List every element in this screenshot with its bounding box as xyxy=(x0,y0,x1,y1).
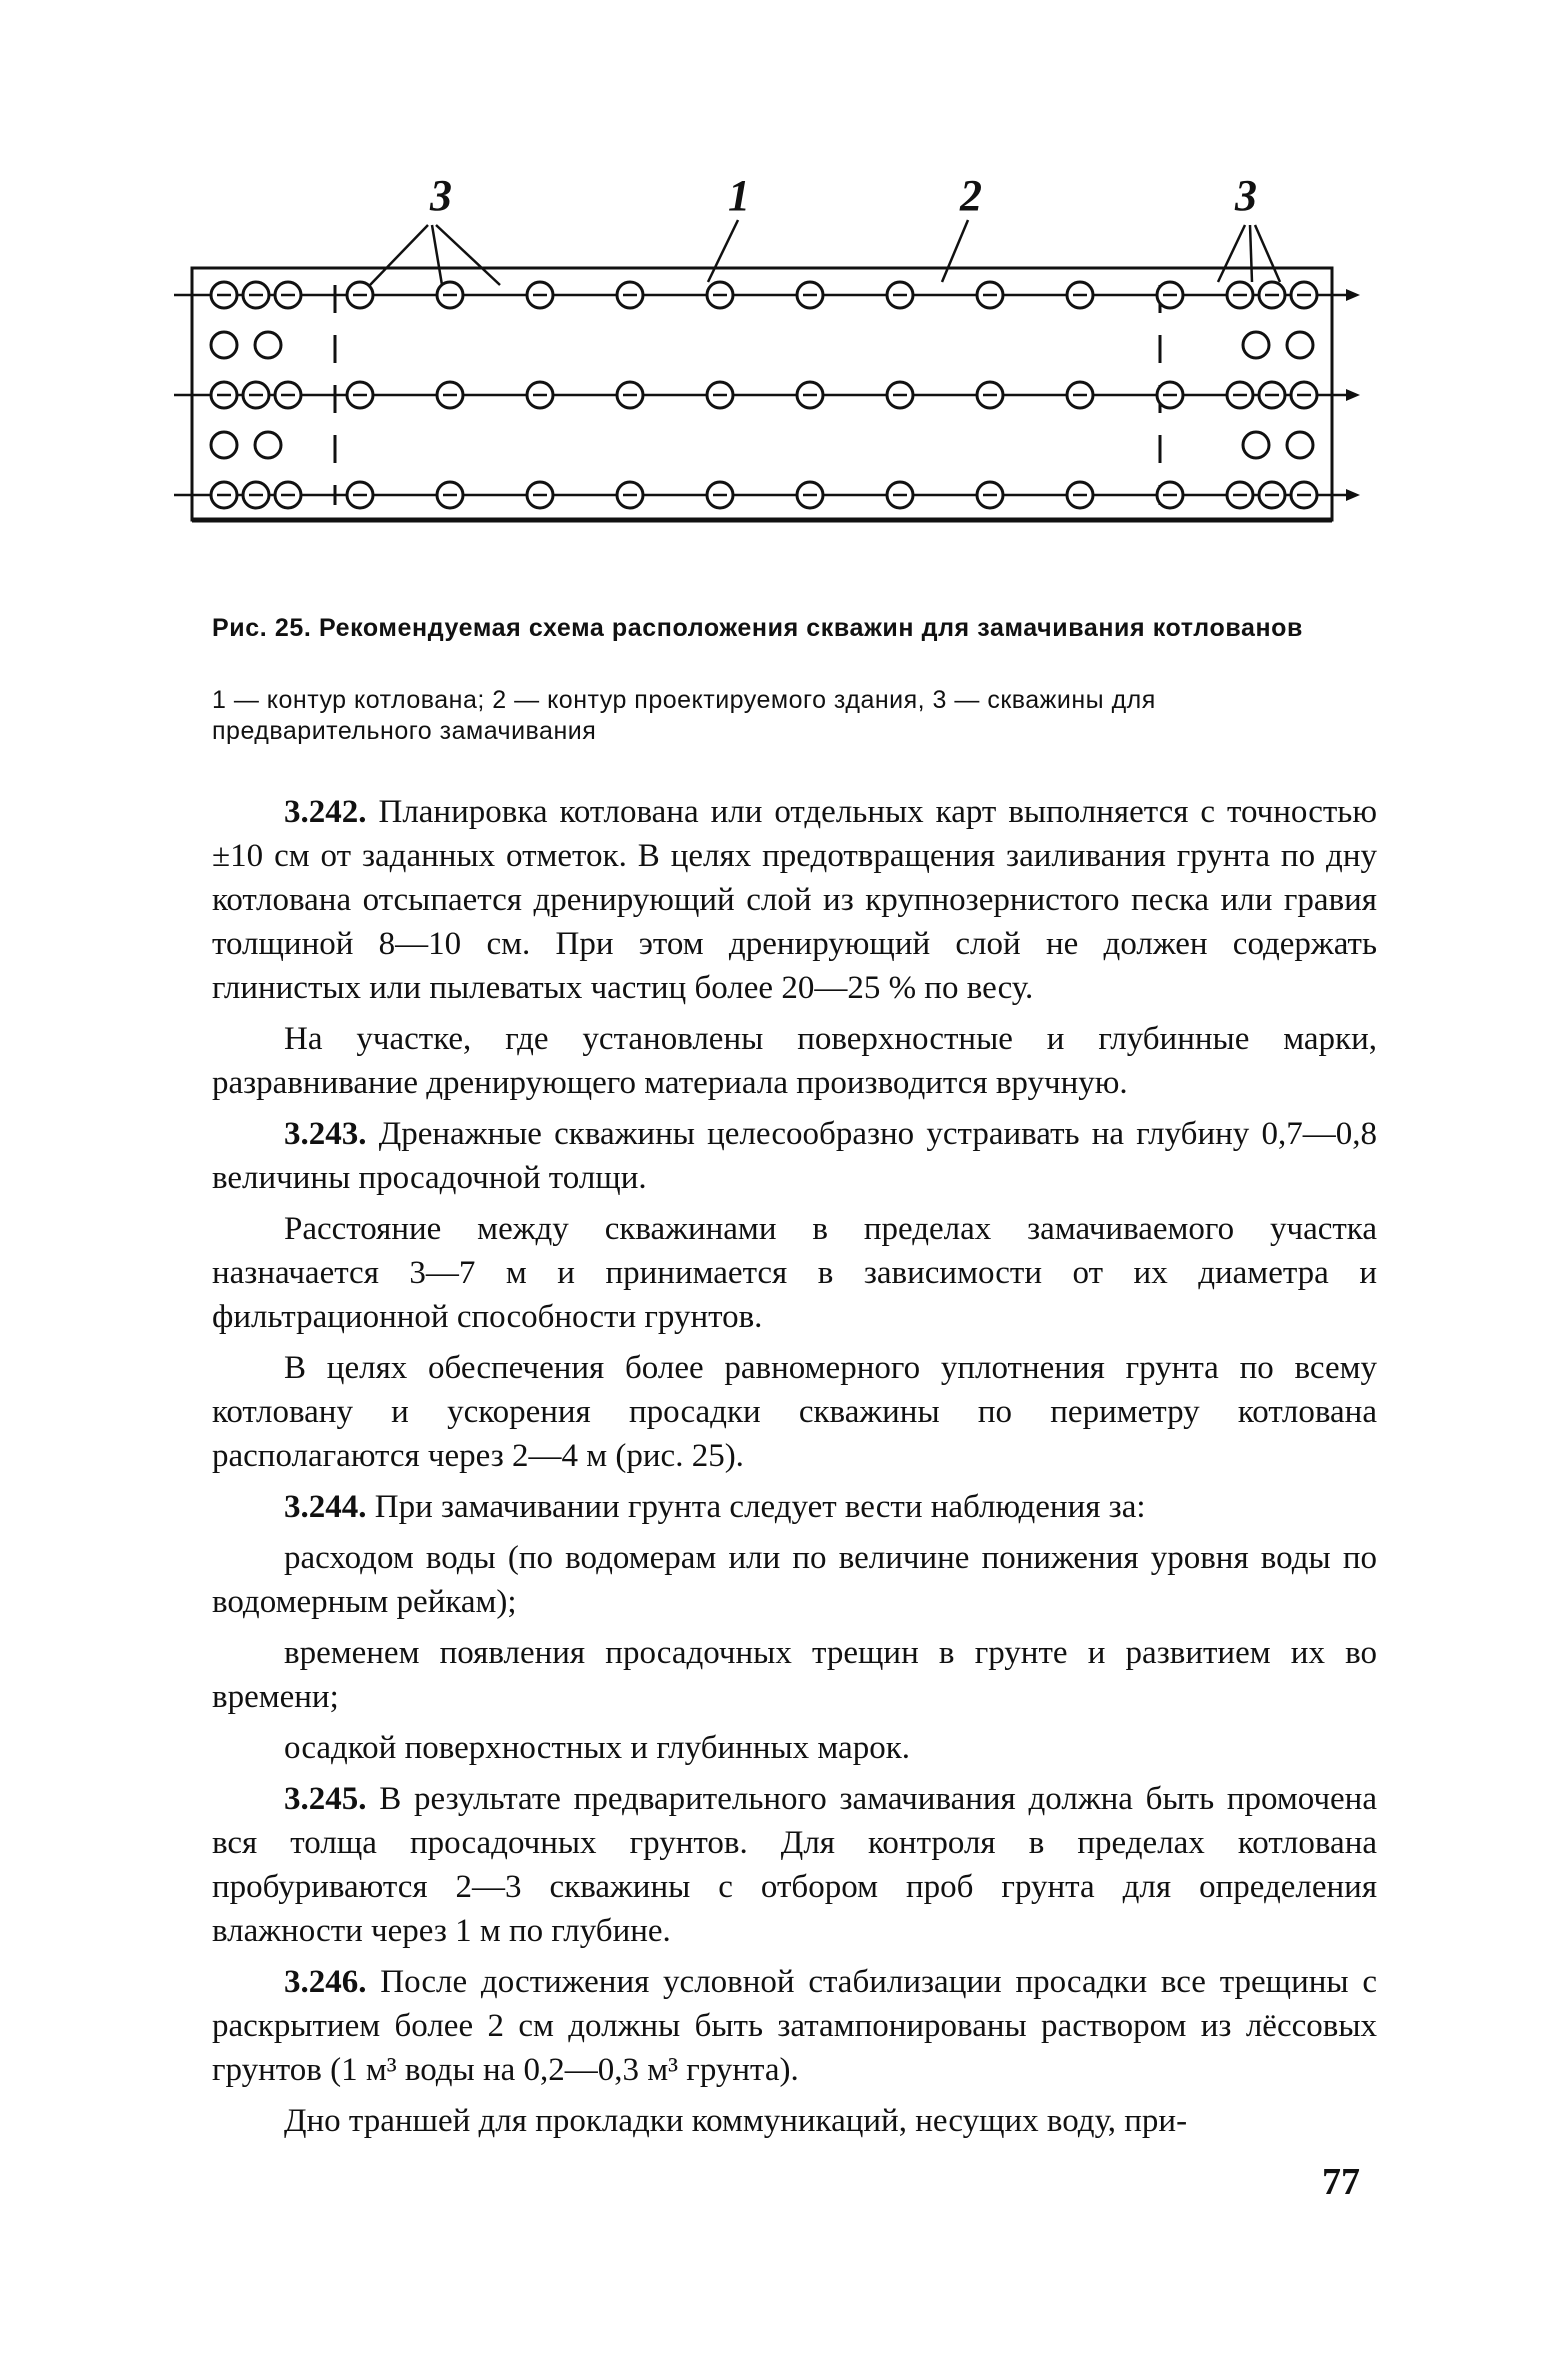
paragraph-text: осадкой поверхностных и глубинных марок. xyxy=(284,1730,910,1766)
paragraph-number: 3.243. xyxy=(284,1116,367,1152)
paragraph xyxy=(212,1536,1377,1624)
callout-3-right: 3 xyxy=(1235,171,1257,220)
leader-3-right-a xyxy=(1218,225,1245,282)
paragraph-3-245 xyxy=(212,1777,1377,1953)
pipe-arrow-1 xyxy=(1346,289,1360,301)
paragraph-text: В результате предварительного замачивания должна быть промочена вся толща просадочных грунтов. Для контроля в пределах котлована пробуриваются 2—3 скважины с отбором проб грунта для определения влажности через 1 м по глубине. xyxy=(212,1781,1377,1949)
paragraph xyxy=(212,2099,1377,2143)
leader-3-left-c xyxy=(436,225,500,285)
paragraph xyxy=(212,1631,1377,1719)
paragraph-text: Дно траншей для прокладки коммуникаций, несущих воду, при- xyxy=(284,2103,1188,2139)
edge-ring-right-2-1 xyxy=(1243,432,1269,458)
paragraph-text: Расстояние между скважинами в пределах замачиваемого участка назначается 3—7 м и принимается в зависимости от их диаметра и фильтрационной способности грунтов. xyxy=(212,1211,1377,1335)
callout-1: 1 xyxy=(728,171,750,220)
paragraph-text: При замачивании грунта следует вести наблюдения за: xyxy=(366,1489,1146,1525)
paragraph-text: После достижения условной стабилизации просадки все трещины с раскрытием более 2 см должны быть затампонированы раствором из лёссовых грунтов (1 м³ воды на 0,2—0,3 м³ грунта). xyxy=(212,1964,1377,2088)
paragraph-text: Планировка котлована или отдельных карт выполняется с точностью ±10 см от заданных отметок. В целях предотвращения заиливания грунта по дну котлована отсыпается дренирующий слой из крупнозернистого песка или гравия толщиной 8—10 см. При этом дренирующий слой не должен содержать глинистых или пылеватых частиц более 20—25 % по весу. xyxy=(212,794,1377,1006)
paragraph-3-243 xyxy=(212,1112,1377,1200)
paragraph-number: 3.242. xyxy=(284,794,367,830)
leader-1 xyxy=(708,220,738,282)
paragraph xyxy=(212,1207,1377,1339)
leader-3-left-a xyxy=(370,225,428,285)
paragraph-text: временем появления просадочных трещин в грунте и развитием их во времени; xyxy=(212,1635,1377,1715)
paragraph xyxy=(212,1726,1377,1770)
paragraph-text: расходом воды (по водомерам или по величине понижения уровня воды по водомерным рейкам); xyxy=(212,1540,1377,1620)
body-text xyxy=(212,790,1377,2150)
leader-3-left-b xyxy=(432,225,442,285)
figure-25-borehole-scheme xyxy=(160,170,1370,570)
leader-2 xyxy=(942,220,968,282)
paragraph-text: Дренажные скважины целесообразно устраивать на глубину 0,7—0,8 величины просадочной толщи. xyxy=(212,1116,1377,1196)
edge-ring-right-2-2 xyxy=(1287,432,1313,458)
paragraph-number: 3.244. xyxy=(284,1489,367,1525)
paragraph xyxy=(212,1346,1377,1478)
leader-3-right-c xyxy=(1255,225,1280,282)
page-number: 77 xyxy=(1322,2161,1360,2203)
borehole-scheme-diagram xyxy=(160,170,1370,570)
paragraph-text: На участке, где установлены поверхностные и глубинные марки, разравнивание дренирующего материала производится вручную. xyxy=(212,1021,1377,1101)
paragraph-number: 3.246. xyxy=(284,1964,367,2000)
pipe-arrow-3 xyxy=(1346,489,1360,501)
paragraph-3-244 xyxy=(212,1485,1377,1529)
figure-caption-legend: 1 — контур котлована; 2 — контур проектируемого здания, 3 — скважины для предварительного замачивания xyxy=(212,686,1156,745)
figure-caption-title: Рис. 25. Рекомендуемая схема расположения скважин для замачивания котлованов xyxy=(212,614,1304,642)
edge-ring-left-2-2 xyxy=(255,432,281,458)
leader-3-right-b xyxy=(1250,225,1252,282)
paragraph-3-246 xyxy=(212,1960,1377,2092)
edge-ring-left-1-2 xyxy=(255,332,281,358)
callout-3-left: 3 xyxy=(430,171,452,220)
edge-ring-left-2-1 xyxy=(211,432,237,458)
edge-ring-right-1-1 xyxy=(1243,332,1269,358)
edge-ring-left-1-1 xyxy=(211,332,237,358)
paragraph-number: 3.245. xyxy=(284,1781,367,1817)
pipe-arrow-2 xyxy=(1346,389,1360,401)
callout-2: 2 xyxy=(960,171,982,220)
paragraph-3-242 xyxy=(212,790,1377,1010)
paragraph xyxy=(212,1017,1377,1105)
edge-ring-right-1-2 xyxy=(1287,332,1313,358)
paragraph-text: В целях обеспечения более равномерного уплотнения грунта по всему котловану и ускорения просадки скважины по периметру котлована располагаются через 2—4 м (рис. 25). xyxy=(212,1350,1377,1474)
